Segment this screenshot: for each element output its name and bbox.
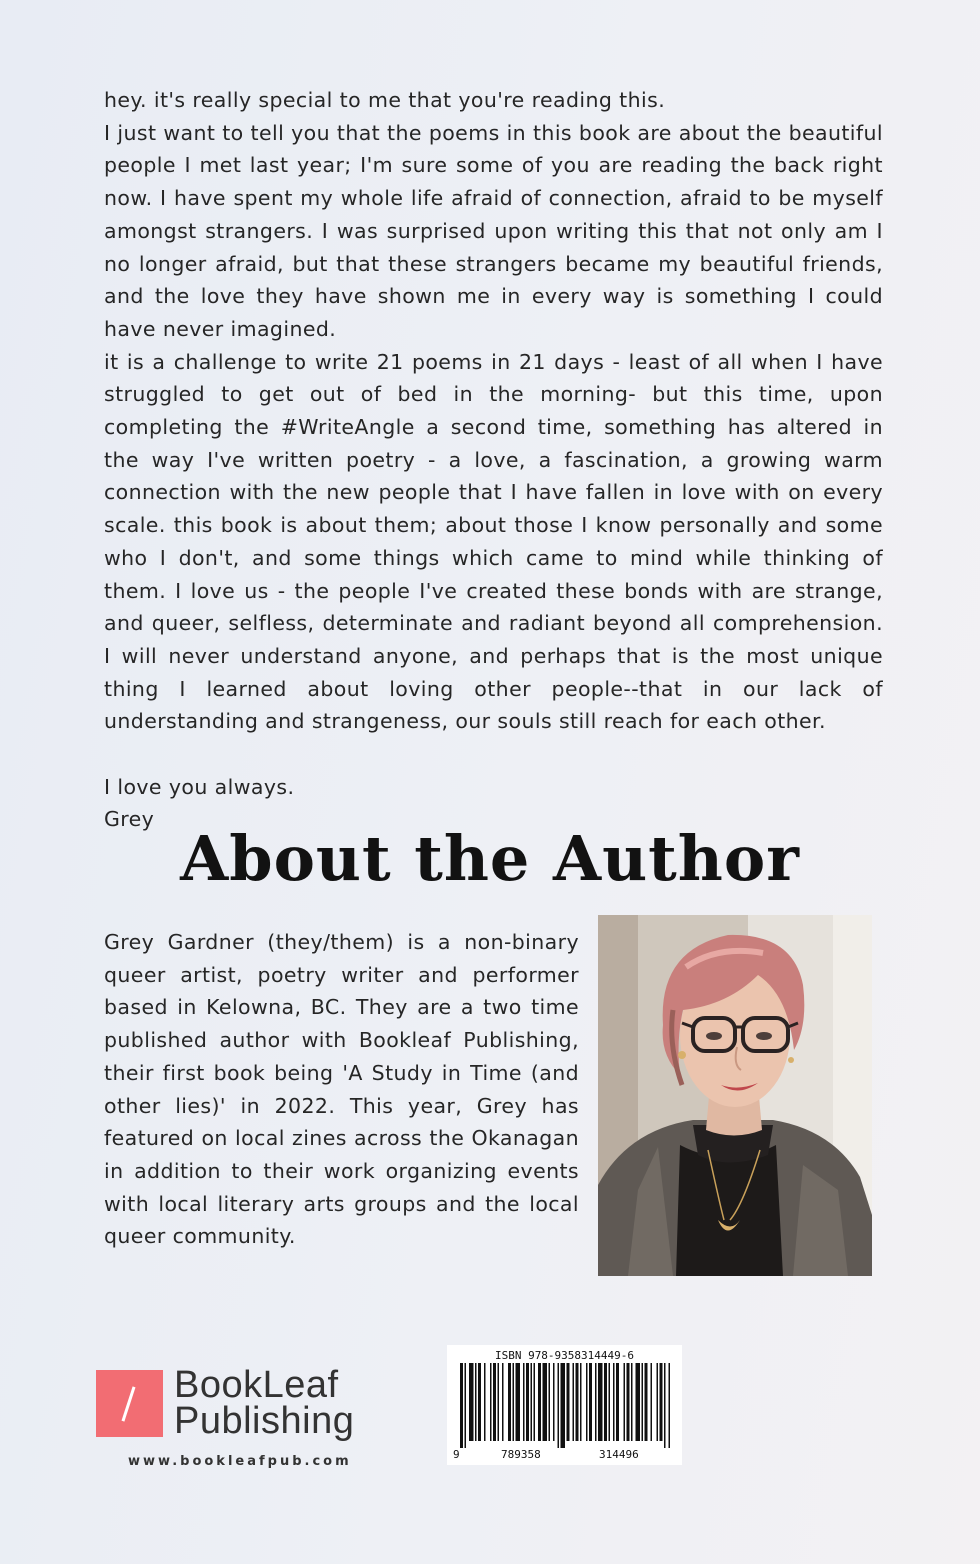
letter-paragraph-1: I just want to tell you that the poems in this book are about the beautiful people I met last year; I'm sure some of you are reading the back right now. I have spent my whole life afraid of connection, afraid to be myself amongst strangers. I was surprised upon writing this that not only am I no longer afraid, but that these strangers became my beautiful friends, and the love they have shown me in every way is something I could have never imagined.: [104, 120, 883, 341]
author-photo: [598, 915, 872, 1276]
letter-paragraph-2: it is a challenge to write 21 poems in 21 days - least of all when I have struggled to get out of bed in the morning- but this time, upon completing the #WriteAngle a second time, something has altered in the way I've written poetry - a love, a fascination, a growing warm connection with the new people that I have fallen in love with on every scale. this book is about them; about those I know personally and some who I don't, and some things which came to mind while thinking of them. I love us - the people I've created these bonds with are strange, and queer, selfless, determinate and radiant beyond all comprehension. I will never understand anyone, and perhaps that is the most unique thing I learned about loving other people--that in our lack of understanding and strangeness, our souls still reach for each other.: [104, 349, 883, 734]
barcode-bar: [660, 1363, 663, 1441]
barcode-digit-first: 9: [453, 1448, 460, 1461]
barcode-bar: [543, 1363, 548, 1441]
barcode-bar: [586, 1363, 588, 1441]
barcode-bar: [469, 1363, 474, 1441]
barcode-bar: [576, 1363, 579, 1441]
publisher-name-line-2: Publishing: [174, 1400, 355, 1442]
barcode-bar: [645, 1363, 648, 1441]
author-bio: Grey Gardner (they/them) is a non-binary queer artist, poetry writer and performer based in Kelowna, BC. They are a two time published author with Bookleaf Publishing, their first book being 'A Study in Time (and other lies)' in 2022. This year, Grey has featured on local zines across the Okanagan in addition to their work organizing events with local literary arts groups and the local queer community.: [104, 930, 579, 1249]
barcode-bar: [502, 1363, 504, 1441]
barcode-bar: [589, 1363, 592, 1441]
barcode-bar: [631, 1363, 633, 1441]
isbn-label: ISBN 978-9358314449-6: [494, 1349, 635, 1362]
publisher-name-line-1: BookLeaf: [174, 1364, 339, 1406]
barcode-bar: [553, 1363, 555, 1441]
barcode-bar: [534, 1363, 536, 1441]
paragraph-spacer: [104, 738, 883, 771]
barcode-bar: [598, 1363, 603, 1441]
barcode-bar: [523, 1363, 525, 1441]
barcode-bar: [664, 1363, 666, 1448]
barcode-bar: [595, 1363, 597, 1441]
logo-square-icon: [96, 1370, 163, 1437]
publisher-url: www.bookleafpub.com: [128, 1454, 352, 1469]
barcode-bar: [516, 1363, 521, 1441]
about-author-heading: About the Author: [180, 822, 800, 895]
barcode-bar: [651, 1363, 653, 1441]
barcode-bar: [465, 1363, 467, 1448]
barcode-bar: [567, 1363, 570, 1441]
barcode-digits-left: 789358: [501, 1448, 541, 1461]
barcode-bars: [457, 1363, 672, 1448]
barcode-bar: [498, 1363, 500, 1441]
barcode-bar: [627, 1363, 630, 1441]
barcode-bar: [490, 1363, 492, 1441]
letter-closing: I love you always.: [104, 774, 295, 799]
barcode-bar: [558, 1363, 560, 1448]
barcode-bar: [493, 1363, 496, 1441]
barcode-bar: [624, 1363, 626, 1441]
barcode-bar: [609, 1363, 611, 1441]
barcode-bar: [573, 1363, 575, 1441]
barcode-bar: [636, 1363, 641, 1441]
barcode-bar: [526, 1363, 529, 1441]
barcode-bar: [657, 1363, 659, 1441]
letter-signature: Grey: [104, 807, 155, 832]
barcode-bar: [531, 1363, 533, 1441]
barcode-bar: [669, 1363, 671, 1448]
barcode-bar: [549, 1363, 551, 1441]
barcode-bar: [604, 1363, 607, 1441]
barcode-bar: [580, 1363, 582, 1441]
barcode-bar: [613, 1363, 615, 1441]
barcode-bar: [484, 1363, 486, 1441]
barcode-bar: [513, 1363, 515, 1441]
barcode-bar: [642, 1363, 644, 1441]
letter-greeting: hey. it's really special to me that you're reading this.: [104, 88, 666, 112]
barcode-bar: [475, 1363, 477, 1441]
barcode-bar: [478, 1363, 481, 1441]
author-portrait-illustration: [598, 915, 872, 1276]
isbn-barcode: [447, 1345, 682, 1465]
logo-slash-mark: [122, 1386, 136, 1421]
barcode-bar: [616, 1363, 619, 1441]
barcode-bar: [561, 1363, 566, 1448]
barcode-digits-right: 314496: [599, 1448, 639, 1461]
barcode-bar: [508, 1363, 511, 1441]
barcode-bar: [460, 1363, 463, 1448]
bookleaf-logo: [96, 1364, 356, 1480]
foreword-letter: [104, 84, 883, 836]
barcode-bar: [538, 1363, 541, 1441]
